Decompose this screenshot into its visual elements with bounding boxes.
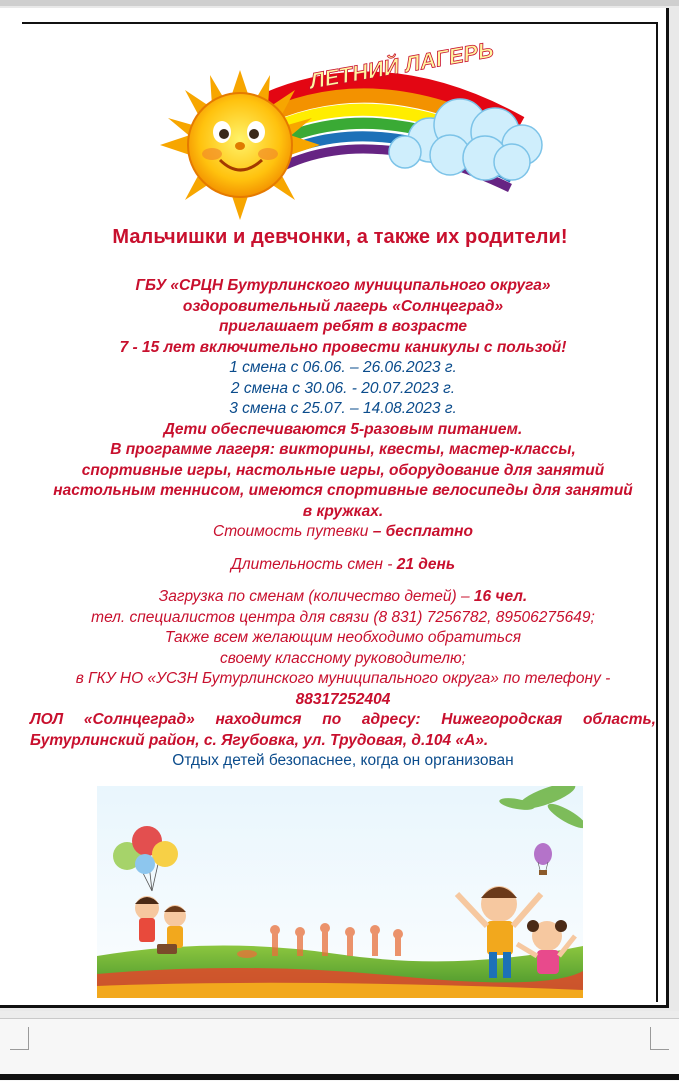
program-line-3: настольным теннисом, имеются спортивные велосипеды для занятий bbox=[53, 482, 633, 499]
duration-label: Длительность смен - bbox=[230, 555, 397, 573]
rainbow-title: ЛЕТНИЙ ЛАГЕРЬ bbox=[307, 36, 496, 94]
top-strip bbox=[0, 0, 679, 6]
invite-line: приглашает ребят в возрасте bbox=[218, 318, 468, 335]
camp-line: оздоровительный лагерь «Солнцеград» bbox=[182, 297, 504, 315]
motto-line: Отдых детей безопаснее, когда он организован bbox=[172, 752, 514, 769]
program-line-1: В программе лагеря: викторины, квесты, мастер-классы, bbox=[110, 441, 576, 458]
cost-label: Стоимость путевки bbox=[213, 523, 373, 540]
page-heading: Мальчишки и девчонки, а также их родители! bbox=[112, 226, 568, 248]
contacts-line-3: своему классному руководителю; bbox=[220, 649, 466, 667]
address-line: ЛОЛ «Солнцеград» находится по адресу: Нижегородская область, Бутурлинский район, с. Ягубовка, ул. Трудовая, д.104 «А». bbox=[30, 711, 656, 749]
crop-mark-left bbox=[10, 1027, 29, 1050]
program-line-4: в кружках. bbox=[302, 502, 384, 520]
next-page bbox=[0, 1018, 679, 1081]
duration-value: 21 день bbox=[396, 555, 456, 573]
shift-2: 2 смена с 30.06. - 20.07.2023 г. bbox=[230, 379, 456, 397]
phone-number: 88317252404 bbox=[295, 690, 391, 708]
shift-3: 3 смена с 25.07. – 14.08.2023 г. bbox=[229, 400, 457, 417]
contacts-line-4: в ГКУ НО «УСЗН Бутурлинского муниципального округа» по телефону - bbox=[75, 670, 611, 687]
load-label: Загрузка по сменам (количество детей) – bbox=[158, 588, 474, 605]
rainbow-sun-banner bbox=[150, 30, 550, 220]
load-value: 16 чел. bbox=[473, 588, 528, 605]
spacer bbox=[30, 543, 656, 555]
load-line bbox=[30, 587, 656, 608]
meals-line: Дети обеспечиваются 5-разовым питанием. bbox=[163, 420, 523, 438]
org-line: ГБУ «СРЦН Бутурлинского муниципального округа» bbox=[135, 277, 551, 294]
crop-mark-right bbox=[650, 1027, 669, 1050]
cost-line bbox=[30, 522, 656, 543]
announcement-text bbox=[30, 276, 656, 772]
contacts-line-2: Также всем желающим необходимо обратиться bbox=[164, 629, 522, 646]
contacts-line-1: тел. специалистов центра для связи (8 831) 7256782, 89506275649; bbox=[91, 608, 595, 626]
duration-line bbox=[30, 555, 656, 576]
next-page-border bbox=[0, 1074, 679, 1080]
kids-summer-illustration bbox=[97, 786, 583, 998]
shift-1: 1 смена с 06.06. – 26.06.2023 г. bbox=[229, 359, 457, 376]
age-line: 7 - 15 лет включительно провести каникулы с пользой! bbox=[119, 338, 567, 356]
cost-value: – бесплатно bbox=[372, 523, 473, 540]
spacer bbox=[30, 575, 656, 587]
program-line-2: спортивные игры, настольные игры, оборудование для занятий bbox=[81, 461, 605, 479]
